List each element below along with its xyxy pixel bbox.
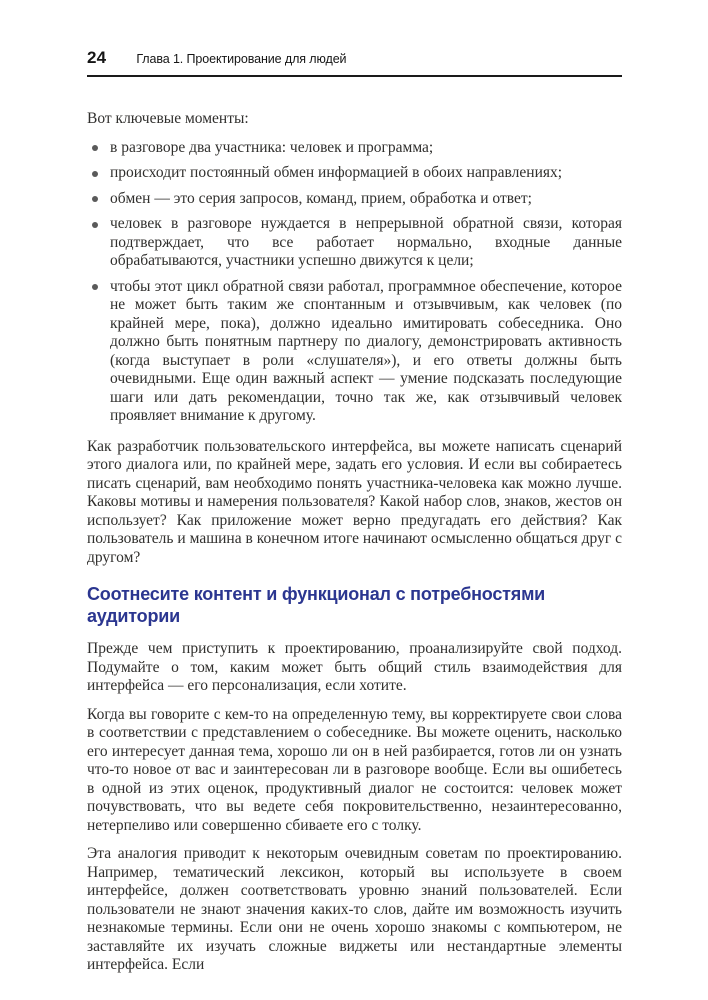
chapter-title: Глава 1. Проектирование для людей: [136, 52, 347, 66]
list-item-text: в разговоре два участника: человек и программа;: [110, 138, 434, 156]
key-points-list: [87, 139, 622, 426]
bullet-icon: [92, 145, 98, 151]
list-item-text: человек в разговоре нуждается в непрерывной обратной связи, которая подтверждает, что все работает нормально, входные данные обрабатываются, участники успешно движутся к цели;: [110, 215, 622, 269]
section-heading: Соотнесите контент и функционал с потребностями аудитории: [87, 584, 546, 626]
paragraph-approach: Прежде чем приступить к проектированию, проанализируйте свой подход. Подумайте о том, каким может быть общий стиль взаимодействия для интерфейса — его персонализация, если хотите.: [87, 640, 622, 694]
list-item-text: чтобы этот цикл обратной связи работал, программное обеспечение, которое не может быть таким же спонтанным и отзывчивым, как человек (по крайней мере, пока), должно идеально имитировать собеседника. Оно должно быть понятным партнеру по диалогу, демонстрировать активность (когда выступает в роли «слушателя»), и его ответы должны быть очевидными. Еще один важный аспект — умение подсказать последующие шаги или дать рекомендации, точно так же, как отзывчивый человек проявляет внимание к другому.: [110, 277, 622, 424]
bullet-icon: [92, 196, 98, 202]
list-item: [87, 278, 622, 426]
bullet-icon: [92, 171, 98, 177]
bullet-icon: [92, 284, 98, 290]
paragraph-design-advice: Эта аналогия приводит к некоторым очевидным советам по проектированию. Например, тематический лексикон, который вы используете в своем интерфейсе, должен соответствовать уровню знаний пользователей. Если пользователи не знают значения каких-то слов, дайте им возможность изучить незнакомые термины. Если они не очень хорошо знакомы с компьютером, не заставляйте их изучать сложные виджеты или нестандартные элементы интерфейса. Если: [87, 845, 622, 973]
page-content: [87, 110, 622, 975]
page-number: 24: [87, 48, 107, 67]
list-item: [87, 139, 622, 158]
list-item-text: происходит постоянный обмен информацией в обоих направлениях;: [110, 164, 563, 181]
paragraph-conversation-analogy: Когда вы говорите с кем-то на определенную тему, вы корректируете свои слова в соответствии с представлением о собеседнике. Вы можете оценить, насколько его интересует данная тема, хорошо ли он в ней разбирается, готов ли он узнать что-то новое от вас и заинтересован ли в разговоре вообще. Если вы ошибетесь в одной из этих оценок, продуктивный диалог не состоится: человек может почувствовать, что вы ведете себя покровительственно, незаинтересованно, нетерпеливо или совершенно сбиваете его с толку.: [87, 705, 622, 834]
list-item: [87, 215, 622, 271]
page-header: [87, 48, 622, 77]
list-item-text: обмен — это серия запросов, команд, прием, обработка и ответ;: [110, 189, 532, 207]
intro-paragraph: Вот ключевые моменты:: [87, 110, 249, 127]
list-item: [87, 190, 622, 209]
list-item: [87, 164, 622, 183]
bullet-icon: [92, 222, 98, 228]
paragraph-dialog-script: Как разработчик пользовательского интерфейса, вы можете написать сценарий этого диалога или, по крайней мере, задать его условия. И если вы собираетесь писать сценарий, вам необходимо понять участника-человека как можно лучше. Каковы мотивы и намерения пользователя? Какой набор слов, знаков, жестов он использует? Как приложение может верно предугадать его действия? Как пользователь и машина в конечном итоге начинают осмысленно общаться друг с другом?: [87, 437, 622, 566]
